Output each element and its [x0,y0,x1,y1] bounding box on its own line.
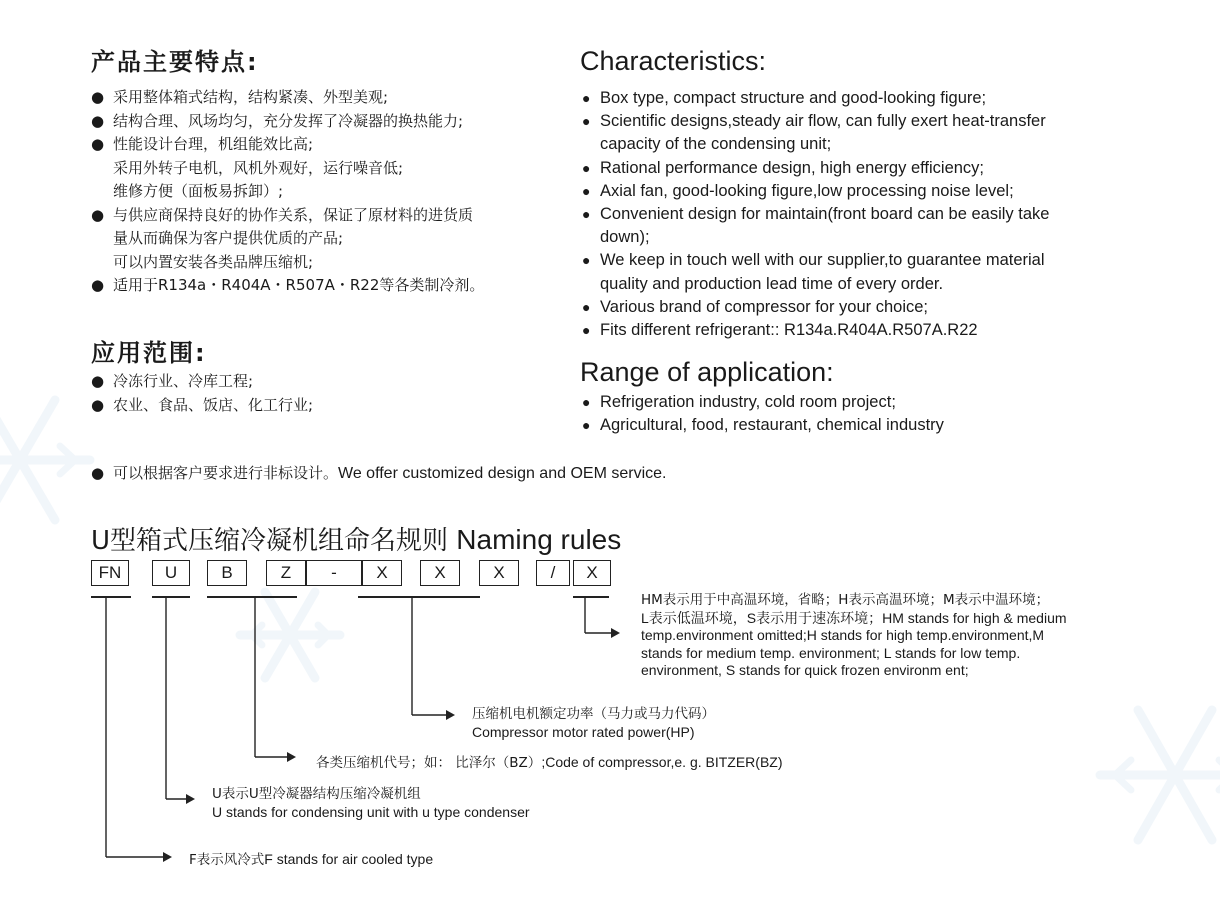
list-item: ● Box type, compact structure and good-looking figure; [582,87,1049,110]
explanation-power-en: Compressor motor rated power(HP) [472,723,695,740]
list-item: ● Agricultural, food, restaurant, chemical industry [582,414,944,437]
naming-title-cn: U型箱式压缩冷凝机组命名规则 [91,526,449,556]
list-item: ● 采用整体箱式结构，结构紧凑、外型美观; [91,86,484,110]
explanation-cooling-en: F stands for air cooled type [264,851,434,867]
list-item: ● 冷冻行业、冷库工程; [91,370,313,394]
list-item: ● Axial fan, good-looking figure,low processing noise level; [582,180,1049,203]
custom-note-cn: 可以根据客户要求进行非标设计。 [113,464,339,482]
explanation-temp-line: temp.environment omitted;H stands for high temp.environment,M [641,627,1045,643]
code-box: X [420,560,460,586]
list-item: 量从而确保为客户提供优质的产品; [113,229,344,247]
list-item: down); [600,228,650,247]
code-box: B [207,560,247,586]
list-item: ● Rational performance design, high energy efficiency; [582,157,1049,180]
code-box: / [536,560,570,586]
list-item: ● 性能设计台理，机组能效比高; [91,133,484,157]
list-item: ● We keep in touch well with our supplier,to guarantee material [582,249,1049,272]
custom-note-en: We offer customized design and OEM service. [338,465,667,482]
explanation-temp-cn: HM表示用于中高温环境，省略；H表示高温环境；M表示中温环境； [641,592,1050,608]
list-item: ● Scientific designs,steady air flow, can fully exert heat-transfer [582,110,1049,133]
explanation-cooling [189,851,433,870]
explanation-temp-line: L表示低温环境，S表示用于速冻环境；HM stands for high & medium [641,609,1067,626]
application-cn-title: 应用范围: [91,339,207,367]
list-item: capacity of the condensing unit; [600,135,832,154]
explanation-unit-en: U stands for condensing unit with u type condenser [212,803,530,820]
explanation-compressor [316,754,783,773]
explanation-power [472,706,715,741]
list-item: quality and production lead time of every order. [600,274,944,293]
code-box: X [479,560,519,586]
code-box: - [306,560,362,586]
explanation-unit-cn: U表示U型冷凝器结构压缩冷凝机组 [212,786,421,802]
list-item: ● 与供应商保持良好的协作关系，保证了原材料的进货质 [91,204,484,228]
code-box: X [362,560,402,586]
explanation-temp [641,592,1067,680]
list-item: 维修方便（面板易拆卸）; [113,182,284,200]
code-box: U [152,560,190,586]
explanation-power-cn: 压缩机电机额定功率（马力或马力代码） [472,706,715,722]
list-item: ● Various brand of compressor for your choice; [582,296,1049,319]
explanation-cooling-cn: F表示风冷式 [189,852,265,868]
list-item: ● 结构合理、风场均匀，充分发挥了冷凝器的换热能力; [91,110,484,134]
features-cn-title: 产品主要特点: [91,48,259,76]
code-box: FN [91,560,129,586]
code-box: Z [266,560,306,586]
list-item: ● 农业、食品、饭店、化工行业; [91,394,313,418]
code-box: X [573,560,611,586]
list-item: ● Convenient design for maintain(front board can be easily take [582,203,1049,226]
explanation-temp-line: environment, S stands for quick frozen environm ent; [641,662,969,678]
list-item: ● Fits different refrigerant:: R134a.R404A.R507A.R22 [582,319,1049,342]
list-item: 采用外转子电机，风机外观好，运行噪音低; [113,158,404,177]
list-item: 可以内置安装各类品牌压缩机; [113,252,314,271]
explanation-compressor-en: ;Code of compressor,e. g. BITZER(BZ) [541,754,783,770]
list-item: ● 适用于R134a・R404A・R507A・R22等各类制冷剂。 [91,274,484,298]
application-en-title: Range of application: [580,357,834,387]
explanation-temp-line: stands for medium temp. environment; L stands for low temp. [641,644,1021,661]
explanation-unit [212,786,530,821]
explanation-compressor-cn: 各类压缩机代号；如： 比泽尔（BZ） [316,755,542,771]
naming-title-en: Naming rules [456,524,622,555]
features-en-title: Characteristics: [580,46,767,76]
list-item: ● Refrigeration industry, cold room project; [582,391,944,414]
